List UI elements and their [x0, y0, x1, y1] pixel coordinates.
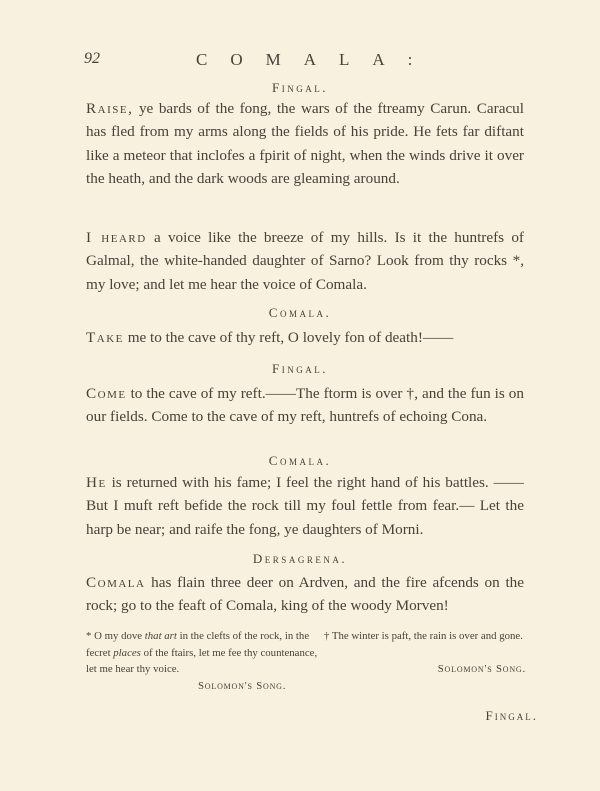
paragraph-text: ye bards of the fong, the wars of the ftreamy Carun. Caracul has fled from my arms along the fields of his pride. He fets far diftant like a meteor that inclofes a fpirit of night, when the winds drive it over the heath, and the dark woods are gleaming around.: [86, 100, 524, 188]
speaker-heading-comala: Comala.: [268, 305, 332, 320]
footnote-italic: places: [113, 646, 141, 659]
speaker-heading-comala: Comala.: [268, 453, 332, 468]
speaker-heading-dersagrena: Dersagrena.: [252, 551, 348, 566]
speech-paragraph-fingal-2: [86, 226, 524, 296]
footnote-text: † The winter is paft, the rain is over and gone.: [324, 630, 523, 642]
footnote-italic: that art: [144, 630, 177, 642]
footnote-left: [86, 628, 318, 694]
footnote-text: * O my dove: [86, 630, 145, 642]
paragraph-lead-word: Take: [86, 329, 124, 346]
footnote-text: of the ftairs, let me fee thy countenance, let me hear thy voice.: [86, 646, 318, 675]
speech-paragraph-fingal-1: [86, 97, 524, 191]
speaker-heading-fingal: Fingal.: [272, 80, 328, 95]
paragraph-text: to the cave of my reft.——The ftorm is over †, and the fun is on our fields. Come to the cave of my reft, huntrefs of echoing Cona.: [86, 385, 524, 426]
paragraph-text: is returned with his fame; I feel the right hand of his battles. ——But I muft reft befide the rock till my foul fettle from fear.— Let the harp be near; and raife the fong, ye daughters of Morni.: [86, 474, 524, 538]
paragraph-text: me to the cave of thy reft, O lovely fon of death!——: [123, 329, 454, 346]
paragraph-lead-word: Comala: [86, 574, 146, 591]
footnote-text: in the clefts of the rock, in the fecret: [86, 630, 310, 659]
footnote-source: Solomon's Song.: [198, 679, 287, 692]
page-number: 92: [84, 50, 100, 67]
footnote-right: [324, 628, 526, 677]
catchword: Fingal.: [485, 708, 538, 723]
speech-paragraph-dersagrena: [86, 571, 524, 618]
paragraph-lead-word: He: [86, 474, 107, 491]
footnote-source: Solomon's Song.: [437, 662, 526, 675]
paragraph-lead-word: I heard: [86, 229, 147, 246]
paragraph-lead-word: Raise,: [86, 100, 134, 117]
running-head: COMALA:: [196, 50, 436, 69]
speech-paragraph-comala-1: [86, 326, 524, 349]
paragraph-text: a voice like the breeze of my hills. Is it the huntrefs of Galmal, the white-handed daughter of Sarno? Look from thy rocks *, my love; and let me hear the voice of Comala.: [86, 229, 524, 293]
speaker-heading-fingal: Fingal.: [272, 361, 328, 376]
speech-paragraph-comala-2: [86, 471, 524, 541]
paragraph-lead-word: Come: [86, 385, 127, 402]
speech-paragraph-fingal-3: [86, 382, 524, 429]
paragraph-text: has flain three deer on Ardven, and the fire afcends on the rock; go to the feaft of Comala, king of the woody Morven!: [86, 574, 524, 615]
